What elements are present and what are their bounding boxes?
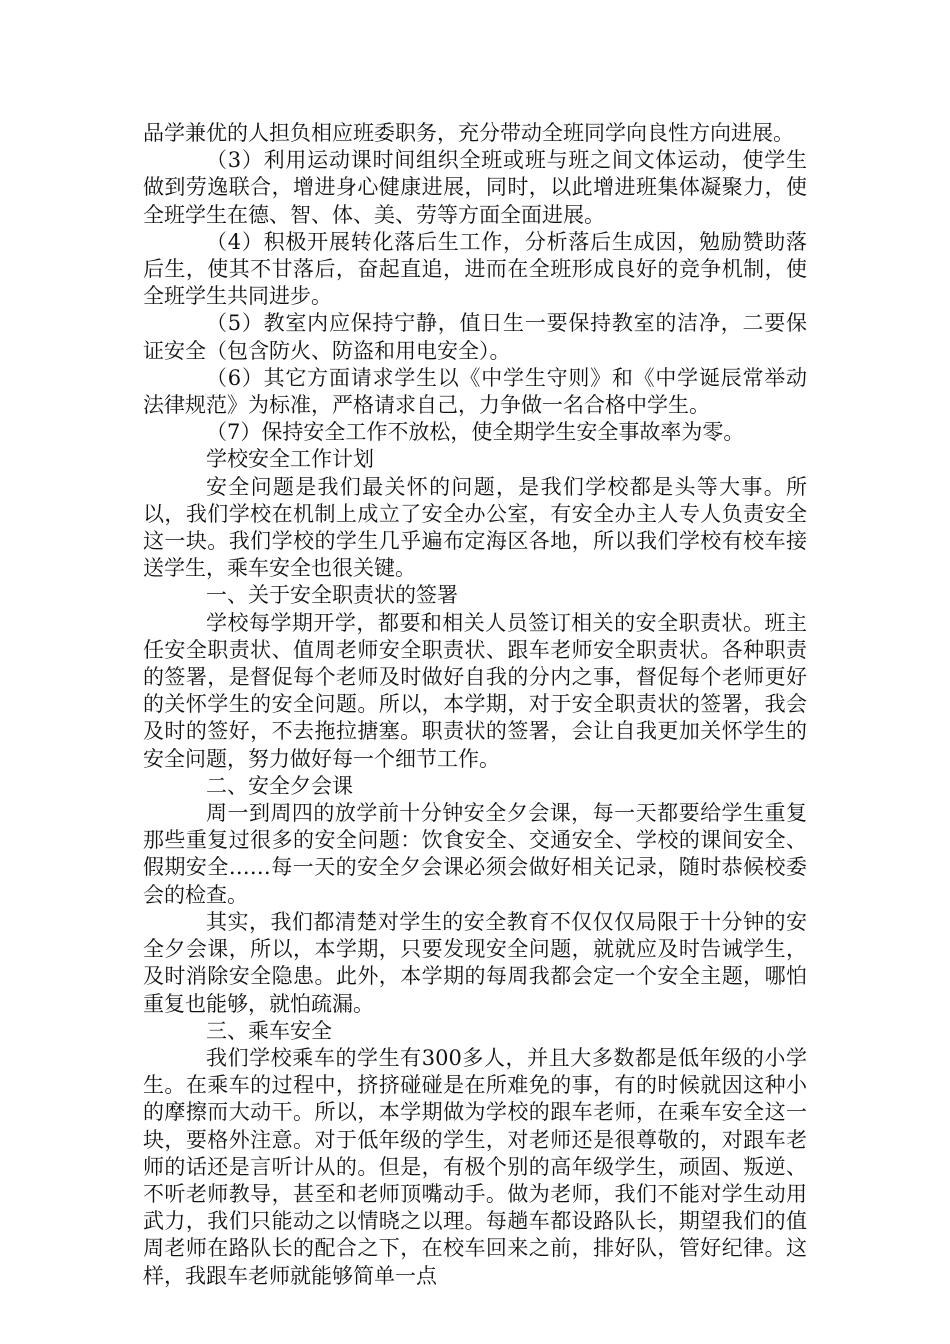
paragraph-item-6: （6）其它方面请求学生以《中学生守则》和《中学诞辰常举动法律规范》为标准，严格请求自己，力争做一名合格中学生。: [143, 365, 807, 418]
section-title: 学校安全工作计划: [206, 447, 374, 472]
heading-section-2: 二、安全夕会课: [206, 773, 353, 798]
paragraph-item-7: （7）保持安全工作不放松，使全期学生安全事故率为零。: [206, 420, 745, 445]
heading-section-1: 一、关于安全职责状的签署: [206, 583, 458, 608]
paragraph-item-5: （5）教室内应保持宁静，值日生一要保持教室的洁净，二要保证安全（包含防火、防盗和用电安全）。: [143, 311, 807, 363]
paragraph-item-3: （3）利用运动课时间组织全班或班与班之间文体运动，使学生做到劳逸联合，增进身心健康进展，同时，以此增进班集体凝聚力，使全班学生在德、智、体、美、劳等方面全面进展。: [143, 148, 807, 227]
paragraph-continuation: 品学兼优的人担负相应班委职务，充分带动全班同学向良性方向进展。: [143, 121, 794, 145]
paragraph-section-2b: 其实，我们都清楚对学生的安全教育不仅仅仅局限于十分钟的安全夕会课，所以，本学期，只要发现安全问题，就就应及时告诫学生，及时消除安全隐患。此外，本学期的每周我都会定一个安全主题，哪怕重复也能够，就怕疏漏。: [143, 909, 807, 1016]
paragraph-item-4: （4）积极开展转化落后生工作，分析落后生成因，勉励赞助落后生，使其不甘落后，奋起直追，进而在全班形成良好的竞争机制，使全班学生共同进步。: [143, 229, 807, 309]
paragraph-section-2a: 周一到周四的放学前十分钟安全夕会课，每一天都要给学生重复那些重复过很多的安全问题：饮食安全、交通安全、学校的课间安全、假期安全……每一天的安全夕会课必须会做好相关记录，随时恭候校委会的检查。: [143, 801, 807, 907]
document-page: [143, 120, 807, 1290]
paragraph-section-3: 我们学校乘车的学生有300多人，并且大多数都是低年级的小学生。在乘车的过程中，挤挤碰碰是在所难免的事，有的时候就因这种小的摩擦而大动干。所以，本学期做为学校的跟车老师，在乘车安全这一块，要格外注意。对于低年级的学生，对老师还是很尊敬的，对跟车老师的话还是言听计从的。但是，有极个别的高年级学生，顽固、叛逆、不听老师教导，甚至和老师顶嘴动手。做为老师，我们不能对学生动用武力，我们只能动之以情晓之以理。每趟车都设路队长，期望我们的值周老师在路队长的配合之下，在校车回来之前，排好队，管好纪律。这样，我跟车老师就能够简单一点: [143, 1045, 807, 1288]
paragraph-section-1: 学校每学期开学，都要和相关人员签订相关的安全职责状。班主任安全职责状、值周老师安全职责状、跟车老师安全职责状。各种职责的签署，是督促每个老师及时做好自我的分内之事，督促每个老师更好的关怀学生的安全问题。所以，本学期，对于安全职责状的签署，我会及时的签好，不去拖拉搪塞。职责状的签署，会让自我更加关怀学生的安全问题，努力做好每一个细节工作。: [143, 610, 807, 771]
paragraph-intro: 安全问题是我们最关怀的问题，是我们学校都是头等大事。所以，我们学校在机制上成立了安全办公室，有安全办主人专人负责安全这一块。我们学校的学生几乎遍布定海区各地，所以我们学校有校车接送学生，乘车安全也很关键。: [143, 474, 807, 581]
heading-section-3: 三、乘车安全: [206, 1018, 332, 1043]
